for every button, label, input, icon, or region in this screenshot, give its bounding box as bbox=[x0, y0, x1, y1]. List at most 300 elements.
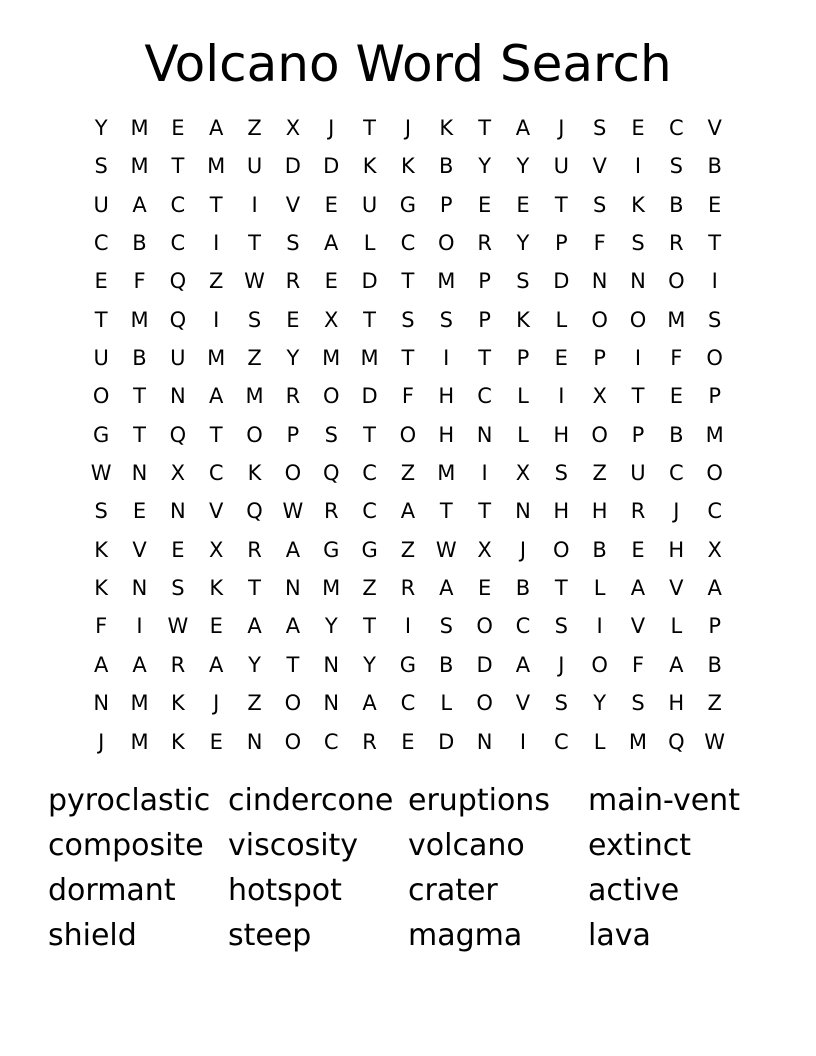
grid-letter: S bbox=[286, 231, 300, 256]
grid-letter: W bbox=[282, 499, 304, 524]
grid-letter: O bbox=[706, 346, 723, 371]
grid-letter: D bbox=[361, 384, 378, 409]
grid-letter: A bbox=[669, 652, 684, 677]
grid-letter: T bbox=[478, 116, 492, 140]
grid-letter: A bbox=[515, 652, 531, 677]
grid-letter: O bbox=[322, 384, 340, 409]
grid-letter: X bbox=[285, 116, 301, 140]
grid-letter: P bbox=[554, 231, 568, 256]
grid-letter: E bbox=[171, 116, 185, 140]
grid-letter: S bbox=[631, 231, 645, 256]
grid-letter: E bbox=[554, 346, 568, 371]
grid-letter: I bbox=[634, 154, 642, 179]
grid-letter: I bbox=[519, 729, 527, 754]
grid-letter: M bbox=[322, 346, 341, 371]
grid-letter: C bbox=[668, 461, 684, 486]
grid-letter: L bbox=[555, 307, 568, 332]
grid-letter: T bbox=[631, 384, 645, 409]
grid-row bbox=[82, 224, 734, 262]
grid-letter: T bbox=[554, 576, 568, 601]
grid-letter: K bbox=[439, 116, 454, 140]
grid-letter: I bbox=[558, 384, 565, 409]
grid-letter: S bbox=[94, 499, 108, 524]
grid-letter: L bbox=[517, 384, 529, 409]
grid-letter: J bbox=[558, 116, 565, 140]
grid-letter: K bbox=[401, 154, 415, 179]
grid-letter: V bbox=[669, 576, 684, 601]
grid-letter: S bbox=[554, 461, 568, 486]
grid-letter: A bbox=[285, 537, 301, 562]
grid-letter: O bbox=[591, 422, 608, 447]
grid-letter: M bbox=[207, 346, 226, 371]
grid-letter: Y bbox=[516, 154, 530, 179]
grid-letter: O bbox=[92, 384, 110, 409]
grid-letter: A bbox=[209, 652, 224, 677]
grid-letter: A bbox=[247, 614, 262, 639]
word-list bbox=[48, 778, 768, 958]
grid-letter: Z bbox=[247, 116, 262, 140]
grid-letter: I bbox=[404, 614, 412, 639]
grid-letter: T bbox=[401, 346, 415, 371]
grid-letter: K bbox=[209, 576, 224, 601]
grid-letter: G bbox=[361, 537, 378, 562]
word-list-item: active bbox=[588, 873, 680, 908]
grid-letter: E bbox=[324, 269, 338, 294]
grid-letter: X bbox=[477, 537, 492, 562]
grid-letter: T bbox=[209, 192, 223, 217]
grid-letter: F bbox=[670, 346, 683, 371]
grid-letter: Q bbox=[322, 461, 340, 486]
grid-letter: U bbox=[170, 346, 186, 371]
letter-grid bbox=[82, 109, 734, 761]
grid-letter: T bbox=[363, 614, 376, 639]
grid-letter: J bbox=[519, 537, 527, 562]
grid-letter: O bbox=[246, 422, 263, 447]
grid-letter: B bbox=[669, 422, 684, 447]
grid-letter: B bbox=[707, 154, 722, 179]
grid-letter: G bbox=[399, 652, 417, 677]
grid-letter: I bbox=[443, 346, 450, 371]
grid-letter: M bbox=[130, 691, 149, 716]
grid-letter: G bbox=[323, 537, 340, 562]
grid-letter: Q bbox=[169, 307, 187, 332]
grid-letter: A bbox=[285, 614, 301, 639]
grid-letter: R bbox=[285, 269, 301, 294]
grid-letter: O bbox=[476, 614, 493, 639]
grid-letter: Z bbox=[247, 691, 262, 716]
grid-letter: T bbox=[401, 269, 415, 294]
grid-letter: T bbox=[708, 231, 722, 256]
grid-row bbox=[82, 186, 734, 224]
grid-letter: A bbox=[439, 576, 454, 601]
grid-letter: B bbox=[132, 231, 147, 256]
grid-letter: E bbox=[171, 537, 185, 562]
grid-letter: U bbox=[553, 154, 569, 179]
grid-row bbox=[82, 262, 734, 300]
grid-letter: N bbox=[323, 652, 340, 677]
grid-letter: C bbox=[323, 729, 339, 754]
grid-letter: K bbox=[247, 461, 262, 486]
grid-letter: C bbox=[362, 499, 377, 524]
grid-letter: Z bbox=[247, 346, 262, 371]
grid-letter: S bbox=[592, 192, 607, 217]
grid-letter: W bbox=[167, 614, 189, 639]
grid-letter: X bbox=[592, 384, 607, 409]
grid-letter: M bbox=[245, 384, 264, 409]
grid-letter: G bbox=[399, 192, 417, 217]
grid-letter: S bbox=[669, 154, 683, 179]
grid-letter: K bbox=[516, 307, 530, 332]
grid-letter: N bbox=[323, 691, 340, 716]
grid-letter: R bbox=[285, 384, 301, 409]
grid-letter: T bbox=[363, 307, 376, 332]
grid-letter: M bbox=[130, 307, 149, 332]
grid-letter: F bbox=[401, 384, 414, 409]
grid-letter: C bbox=[362, 461, 377, 486]
grid-letter: H bbox=[438, 422, 455, 447]
grid-letter: K bbox=[170, 729, 185, 754]
grid-letter: S bbox=[401, 307, 415, 332]
grid-letter: E bbox=[477, 576, 492, 601]
grid-letter: I bbox=[634, 346, 642, 371]
grid-letter: T bbox=[478, 499, 492, 524]
grid-letter: D bbox=[361, 269, 378, 294]
grid-letter: K bbox=[170, 691, 185, 716]
grid-letter: P bbox=[708, 384, 721, 409]
grid-letter: H bbox=[553, 499, 570, 524]
grid-letter: I bbox=[596, 614, 603, 639]
grid-letter: V bbox=[515, 691, 531, 716]
grid-letter: E bbox=[324, 192, 338, 217]
grid-letter: I bbox=[711, 269, 718, 294]
grid-letter: Z bbox=[400, 461, 416, 486]
grid-letter: E bbox=[631, 116, 645, 140]
grid-letter: Y bbox=[593, 691, 607, 716]
word-list-item: eruptions bbox=[408, 783, 550, 818]
grid-letter: O bbox=[476, 691, 493, 716]
grid-letter: A bbox=[362, 691, 377, 716]
grid-letter: U bbox=[361, 192, 378, 217]
grid-letter: V bbox=[132, 537, 147, 562]
grid-letter: B bbox=[439, 154, 454, 179]
grid-letter: D bbox=[284, 154, 301, 179]
grid-letter: D bbox=[476, 652, 493, 677]
grid-letter: A bbox=[400, 499, 416, 524]
grid-letter: H bbox=[591, 499, 608, 524]
grid-row bbox=[82, 492, 734, 530]
grid-letter: I bbox=[213, 231, 220, 256]
grid-letter: N bbox=[246, 729, 263, 754]
grid-letter: E bbox=[669, 384, 683, 409]
grid-letter: M bbox=[130, 154, 149, 179]
word-list-item: crater bbox=[408, 873, 498, 908]
grid-letter: N bbox=[131, 461, 148, 486]
grid-letter: O bbox=[399, 422, 417, 447]
grid-letter: Y bbox=[248, 652, 261, 677]
grid-letter: A bbox=[132, 652, 147, 677]
grid-letter: C bbox=[668, 116, 684, 140]
grid-letter: S bbox=[439, 307, 453, 332]
grid-row bbox=[82, 723, 734, 761]
grid-row bbox=[82, 339, 734, 377]
grid-letter: O bbox=[591, 652, 608, 677]
grid-row bbox=[82, 416, 734, 454]
grid-letter: S bbox=[247, 307, 262, 332]
grid-letter: A bbox=[93, 652, 109, 677]
grid-letter: M bbox=[705, 422, 724, 447]
grid-letter: N bbox=[476, 422, 493, 447]
grid-letter: N bbox=[285, 576, 301, 601]
grid-letter: T bbox=[94, 307, 108, 332]
grid-letter: I bbox=[481, 461, 488, 486]
grid-letter: S bbox=[631, 691, 645, 716]
grid-letter: X bbox=[209, 537, 224, 562]
grid-letter: W bbox=[90, 461, 112, 486]
word-list-item: pyroclastic bbox=[48, 783, 211, 818]
grid-letter: C bbox=[515, 614, 531, 639]
grid-letter: F bbox=[133, 269, 146, 294]
grid-letter: D bbox=[438, 729, 455, 754]
grid-letter: P bbox=[708, 614, 721, 639]
grid-letter: N bbox=[630, 269, 646, 294]
grid-letter: R bbox=[669, 231, 684, 256]
grid-letter: C bbox=[208, 461, 224, 486]
grid-letter: L bbox=[593, 576, 606, 601]
grid-letter: M bbox=[322, 576, 341, 601]
grid-letter: C bbox=[553, 729, 569, 754]
grid-letter: E bbox=[209, 729, 223, 754]
word-list-item: volcano bbox=[408, 828, 525, 863]
grid-row bbox=[82, 607, 734, 645]
grid-letter: K bbox=[631, 192, 645, 217]
grid-letter: R bbox=[477, 231, 492, 256]
grid-letter: T bbox=[286, 652, 300, 677]
grid-letter: S bbox=[554, 691, 568, 716]
grid-letter: U bbox=[246, 154, 263, 179]
grid-letter: B bbox=[669, 192, 684, 217]
grid-letter: T bbox=[248, 231, 261, 256]
grid-letter: P bbox=[439, 192, 453, 217]
grid-letter: S bbox=[516, 269, 530, 294]
grid-letter: E bbox=[477, 192, 492, 217]
grid-letter: E bbox=[286, 307, 300, 332]
grid-letter: N bbox=[170, 384, 186, 409]
grid-letter: D bbox=[323, 154, 340, 179]
grid-letter: M bbox=[130, 116, 149, 140]
grid-letter: V bbox=[285, 192, 301, 217]
grid-letter: B bbox=[439, 652, 454, 677]
grid-letter: S bbox=[439, 614, 453, 639]
grid-letter: N bbox=[93, 691, 110, 716]
grid-letter: L bbox=[440, 691, 453, 716]
grid-letter: Y bbox=[516, 231, 530, 256]
grid-letter: F bbox=[593, 231, 606, 256]
grid-row bbox=[82, 109, 734, 147]
grid-letter: S bbox=[171, 576, 185, 601]
grid-letter: O bbox=[629, 307, 647, 332]
grid-letter: M bbox=[207, 154, 226, 179]
grid-letter: J bbox=[404, 116, 412, 140]
grid-letter: T bbox=[248, 576, 261, 601]
grid-letter: M bbox=[667, 307, 686, 332]
grid-letter: Y bbox=[286, 346, 300, 371]
grid-letter: X bbox=[170, 461, 186, 486]
grid-letter: K bbox=[362, 154, 377, 179]
grid-letter: M bbox=[130, 729, 149, 754]
grid-letter: Y bbox=[94, 116, 108, 140]
grid-letter: U bbox=[93, 346, 109, 371]
grid-letter: S bbox=[708, 307, 722, 332]
grid-letter: O bbox=[284, 691, 302, 716]
grid-letter: C bbox=[400, 231, 416, 256]
grid-letter: T bbox=[363, 422, 376, 447]
grid-letter: V bbox=[209, 499, 224, 524]
grid-letter: Z bbox=[400, 537, 416, 562]
grid-letter: N bbox=[591, 269, 608, 294]
word-list-item: steep bbox=[228, 918, 312, 953]
word-list-item: dormant bbox=[48, 873, 176, 908]
grid-letter: T bbox=[171, 154, 185, 179]
grid-letter: V bbox=[592, 154, 607, 179]
grid-letter: P bbox=[478, 307, 491, 332]
grid-letter: A bbox=[209, 116, 224, 140]
grid-letter: X bbox=[515, 461, 531, 486]
word-list-item: cindercone bbox=[228, 783, 394, 818]
grid-letter: E bbox=[132, 499, 147, 524]
grid-letter: O bbox=[668, 269, 685, 294]
grid-letter: B bbox=[592, 537, 607, 562]
grid-letter: O bbox=[284, 729, 302, 754]
grid-letter: A bbox=[515, 116, 531, 140]
grid-letter: E bbox=[708, 192, 722, 217]
grid-letter: L bbox=[593, 729, 606, 754]
grid-letter: H bbox=[553, 422, 570, 447]
grid-letter: Y bbox=[363, 652, 376, 677]
grid-letter: M bbox=[360, 346, 379, 371]
grid-letter: N bbox=[476, 729, 493, 754]
grid-letter: J bbox=[328, 116, 335, 140]
grid-letter: T bbox=[478, 346, 492, 371]
grid-letter: F bbox=[631, 652, 645, 677]
grid-letter: A bbox=[324, 231, 339, 256]
grid-letter: P bbox=[631, 422, 645, 447]
grid-letter: L bbox=[670, 614, 683, 639]
word-list-item: lava bbox=[588, 918, 651, 953]
grid-row bbox=[82, 531, 734, 569]
grid-letter: G bbox=[93, 422, 110, 447]
grid-letter: V bbox=[630, 614, 646, 639]
grid-letter: I bbox=[251, 192, 258, 217]
grid-letter: V bbox=[707, 116, 722, 140]
grid-letter: N bbox=[515, 499, 531, 524]
grid-letter: D bbox=[553, 269, 570, 294]
grid-letter: P bbox=[593, 346, 606, 371]
grid-letter: U bbox=[93, 192, 109, 217]
grid-letter: S bbox=[554, 614, 568, 639]
grid-letter: X bbox=[707, 537, 722, 562]
grid-letter: W bbox=[435, 537, 457, 562]
word-list-item: magma bbox=[408, 918, 523, 953]
grid-letter: Z bbox=[209, 269, 224, 294]
grid-letter: O bbox=[438, 231, 455, 256]
grid-row bbox=[82, 569, 734, 607]
grid-letter: N bbox=[170, 499, 186, 524]
grid-letter: O bbox=[706, 461, 723, 486]
grid-letter: J bbox=[673, 499, 680, 524]
grid-letter: Q bbox=[668, 729, 685, 754]
grid-letter: E bbox=[516, 192, 530, 217]
grid-letter: Z bbox=[592, 461, 607, 486]
grid-letter: C bbox=[400, 691, 416, 716]
grid-letter: T bbox=[133, 384, 146, 409]
grid-letter: Y bbox=[478, 154, 492, 179]
grid-letter: T bbox=[209, 422, 223, 447]
grid-letter: P bbox=[478, 269, 491, 294]
grid-letter: X bbox=[324, 307, 339, 332]
grid-letter: C bbox=[170, 192, 186, 217]
grid-letter: J bbox=[98, 729, 105, 754]
grid-letter: S bbox=[94, 154, 108, 179]
grid-letter: Q bbox=[169, 422, 187, 447]
grid-letter: N bbox=[131, 576, 148, 601]
word-list-item: shield bbox=[48, 918, 137, 953]
grid-letter: K bbox=[94, 537, 109, 562]
grid-letter: Q bbox=[169, 269, 187, 294]
grid-letter: K bbox=[94, 576, 109, 601]
grid-letter: B bbox=[515, 576, 531, 601]
word-list-item: hotspot bbox=[228, 873, 342, 908]
grid-letter: R bbox=[247, 537, 262, 562]
grid-letter: Z bbox=[362, 576, 377, 601]
grid-letter: A bbox=[132, 192, 147, 217]
grid-letter: L bbox=[517, 422, 529, 447]
grid-letter: O bbox=[553, 537, 570, 562]
grid-letter: E bbox=[631, 537, 645, 562]
grid-letter: L bbox=[363, 231, 376, 256]
grid-letter: M bbox=[628, 729, 648, 754]
grid-letter: C bbox=[707, 499, 722, 524]
grid-letter: R bbox=[170, 652, 186, 677]
grid-letter: B bbox=[707, 652, 722, 677]
grid-letter: R bbox=[362, 729, 377, 754]
grid-letter: H bbox=[668, 691, 685, 716]
grid-letter: T bbox=[439, 499, 453, 524]
grid-letter: R bbox=[630, 499, 646, 524]
grid-letter: R bbox=[400, 576, 416, 601]
grid-letter: O bbox=[284, 461, 302, 486]
grid-letter: E bbox=[401, 729, 415, 754]
grid-letter: T bbox=[363, 116, 376, 140]
word-list-item: extinct bbox=[588, 828, 692, 863]
grid-letter: R bbox=[323, 499, 339, 524]
page-title: Volcano Word Search bbox=[144, 35, 672, 93]
word-list-item: main-vent bbox=[588, 783, 740, 818]
grid-row bbox=[82, 646, 734, 684]
grid-letter: A bbox=[707, 576, 722, 601]
grid-letter: W bbox=[704, 729, 726, 754]
word-list-item: composite bbox=[48, 828, 204, 863]
word-list-item: viscosity bbox=[228, 828, 359, 863]
grid-letter: S bbox=[324, 422, 338, 447]
grid-letter: T bbox=[554, 192, 568, 217]
grid-letter: C bbox=[93, 231, 109, 256]
grid-letter: J bbox=[213, 691, 220, 716]
grid-letter: J bbox=[558, 652, 565, 677]
grid-letter: Z bbox=[707, 691, 722, 716]
grid-letter: W bbox=[244, 269, 265, 294]
grid-letter: I bbox=[136, 614, 143, 639]
grid-letter: A bbox=[209, 384, 224, 409]
